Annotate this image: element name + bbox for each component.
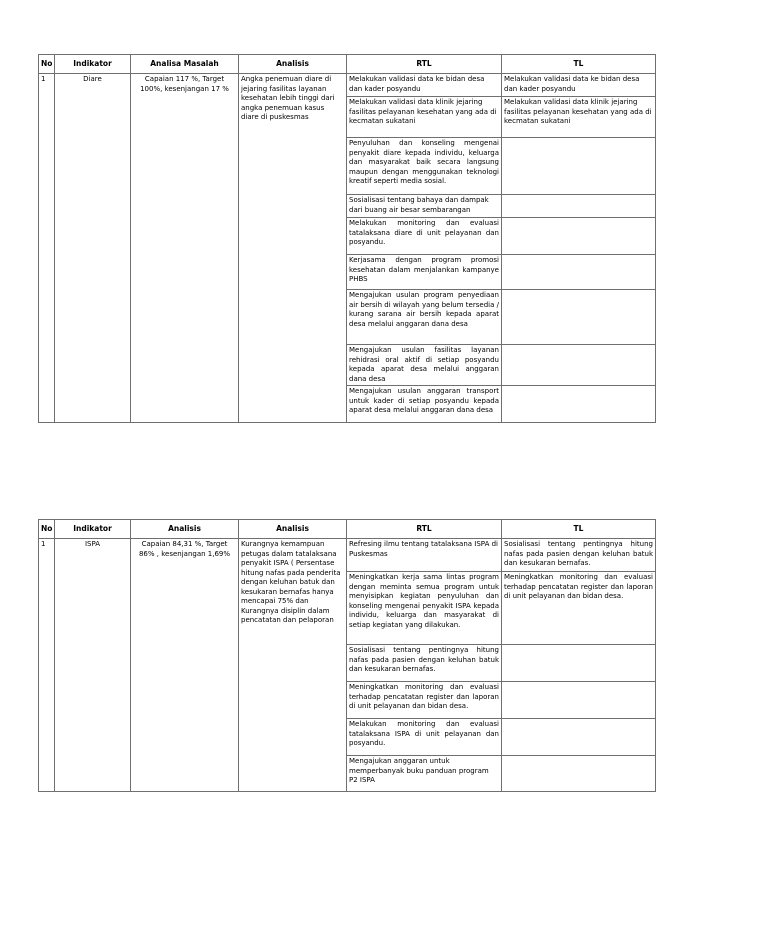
ispa-analysis-table	[38, 519, 656, 792]
cell-rtl: Mengajukan usulan fasilitas layanan rehidrasi oral aktif di setiap posyandu kepada aparat desa melalui anggaran dana desa	[347, 345, 502, 386]
header-no: No	[39, 55, 55, 74]
header-indikator: Indikator	[55, 55, 131, 74]
cell-tl	[502, 138, 656, 195]
cell-rtl: Sosialisasi tentang pentingnya hitung nafas pada pasien dengan keluhan batuk dan kesukaran bernafas.	[347, 645, 502, 682]
cell-tl	[502, 756, 656, 792]
header-tl: TL	[502, 55, 656, 74]
table-header-row	[39, 520, 656, 539]
cell-analisis: Angka penemuan diare di jejaring fasilitas layanan kesehatan lebih tinggi dari angka penemuan kasus diare di puskesmas	[239, 74, 347, 423]
cell-rtl: Meningkatkan monitoring dan evaluasi terhadap pencatatan register dan laporan di unit pelayanan dan bidan desa.	[347, 682, 502, 719]
cell-rtl: Penyuluhan dan konseling mengenai penyakit diare kepada individu, keluarga dan masyarakat baik secara langsung maupun dengan menggunakan teknologi kreatif seperti media sosial.	[347, 138, 502, 195]
cell-analisa-masalah: Capaian 84,31 %, Target 86% , kesenjangan 1,69%	[131, 539, 239, 792]
cell-rtl: Meningkatkan kerja sama lintas program dengan meminta semua program untuk menyisipkan kegiatan penyuluhan dan konseling mengenai penyakit ISPA kepada individu, keluarga dan masyarakat di setiap kegiatan yang dilakukan.	[347, 572, 502, 645]
cell-tl: Sosialisasi tentang pentingnya hitung nafas pada pasien dengan keluhan batuk dan kesukaran bernafas.	[502, 539, 656, 572]
cell-tl	[502, 682, 656, 719]
header-indikator: Indikator	[55, 520, 131, 539]
cell-indikator: Diare	[55, 74, 131, 423]
cell-rtl: Melakukan monitoring dan evaluasi tatalaksana diare di unit pelayanan dan posyandu.	[347, 218, 502, 255]
table-row	[39, 74, 656, 97]
cell-tl	[502, 719, 656, 756]
cell-indikator: ISPA	[55, 539, 131, 792]
header-rtl: RTL	[347, 55, 502, 74]
cell-rtl: Melakukan monitoring dan evaluasi tatalaksana ISPA di unit pelayanan dan posyandu.	[347, 719, 502, 756]
cell-tl	[502, 255, 656, 290]
header-analisis-2: Analisis	[239, 520, 347, 539]
header-analisis-1: Analisis	[131, 520, 239, 539]
cell-rtl: Melakukan validasi data ke bidan desa dan kader posyandu	[347, 74, 502, 97]
cell-no: 1	[39, 539, 55, 792]
cell-tl	[502, 218, 656, 255]
cell-rtl: Sosialisasi tentang bahaya dan dampak dari buang air besar sembarangan	[347, 195, 502, 218]
cell-tl	[502, 645, 656, 682]
cell-tl	[502, 386, 656, 423]
header-no: No	[39, 520, 55, 539]
cell-rtl: Refresing ilmu tentang tatalaksana ISPA di Puskesmas	[347, 539, 502, 572]
cell-rtl: Mengajukan anggaran untuk memperbanyak buku panduan program P2 ISPA	[347, 756, 502, 792]
cell-rtl: Mengajukan usulan program penyediaan air bersih di wilayah yang belum tersedia / kurang sarana air bersih kepada aparat desa melalui anggaran dana desa	[347, 290, 502, 345]
cell-tl: Melakukan validasi data ke bidan desa dan kader posyandu	[502, 74, 656, 97]
cell-tl	[502, 345, 656, 386]
header-analisis: Analisis	[239, 55, 347, 74]
table-header-row	[39, 55, 656, 74]
cell-analisa-masalah: Capaian 117 %, Target 100%, kesenjangan 17 %	[131, 74, 239, 423]
table-row	[39, 539, 656, 572]
cell-rtl: Kerjasama dengan program promosi kesehatan dalam menjalankan kampanye PHBS	[347, 255, 502, 290]
cell-tl	[502, 290, 656, 345]
cell-tl: Meningkatkan monitoring dan evaluasi terhadap pencatatan register dan laporan di unit pelayanan dan bidan desa.	[502, 572, 656, 645]
cell-tl: Melakukan validasi data klinik jejaring fasilitas pelayanan kesehatan yang ada di kecmatan sukatani	[502, 97, 656, 138]
header-tl: TL	[502, 520, 656, 539]
header-analisa-masalah: Analisa Masalah	[131, 55, 239, 74]
cell-no: 1	[39, 74, 55, 423]
cell-rtl: Mengajukan usulan anggaran transport untuk kader di setiap posyandu kepada aparat desa melalui anggaran dana desa	[347, 386, 502, 423]
cell-analisis: Kurangnya kemampuan petugas dalam tatalaksana penyakit ISPA ( Persentase hitung nafas pada penderita dengan keluhan batuk dan kesukaran bernafas hanya mencapai 75% dan Kurangnya disiplin dalam pencatatan dan pelaporan	[239, 539, 347, 792]
cell-tl	[502, 195, 656, 218]
diare-analysis-table	[38, 54, 656, 423]
header-rtl: RTL	[347, 520, 502, 539]
cell-rtl: Melakukan validasi data klinik jejaring fasilitas pelayanan kesehatan yang ada di kecmatan sukatani	[347, 97, 502, 138]
